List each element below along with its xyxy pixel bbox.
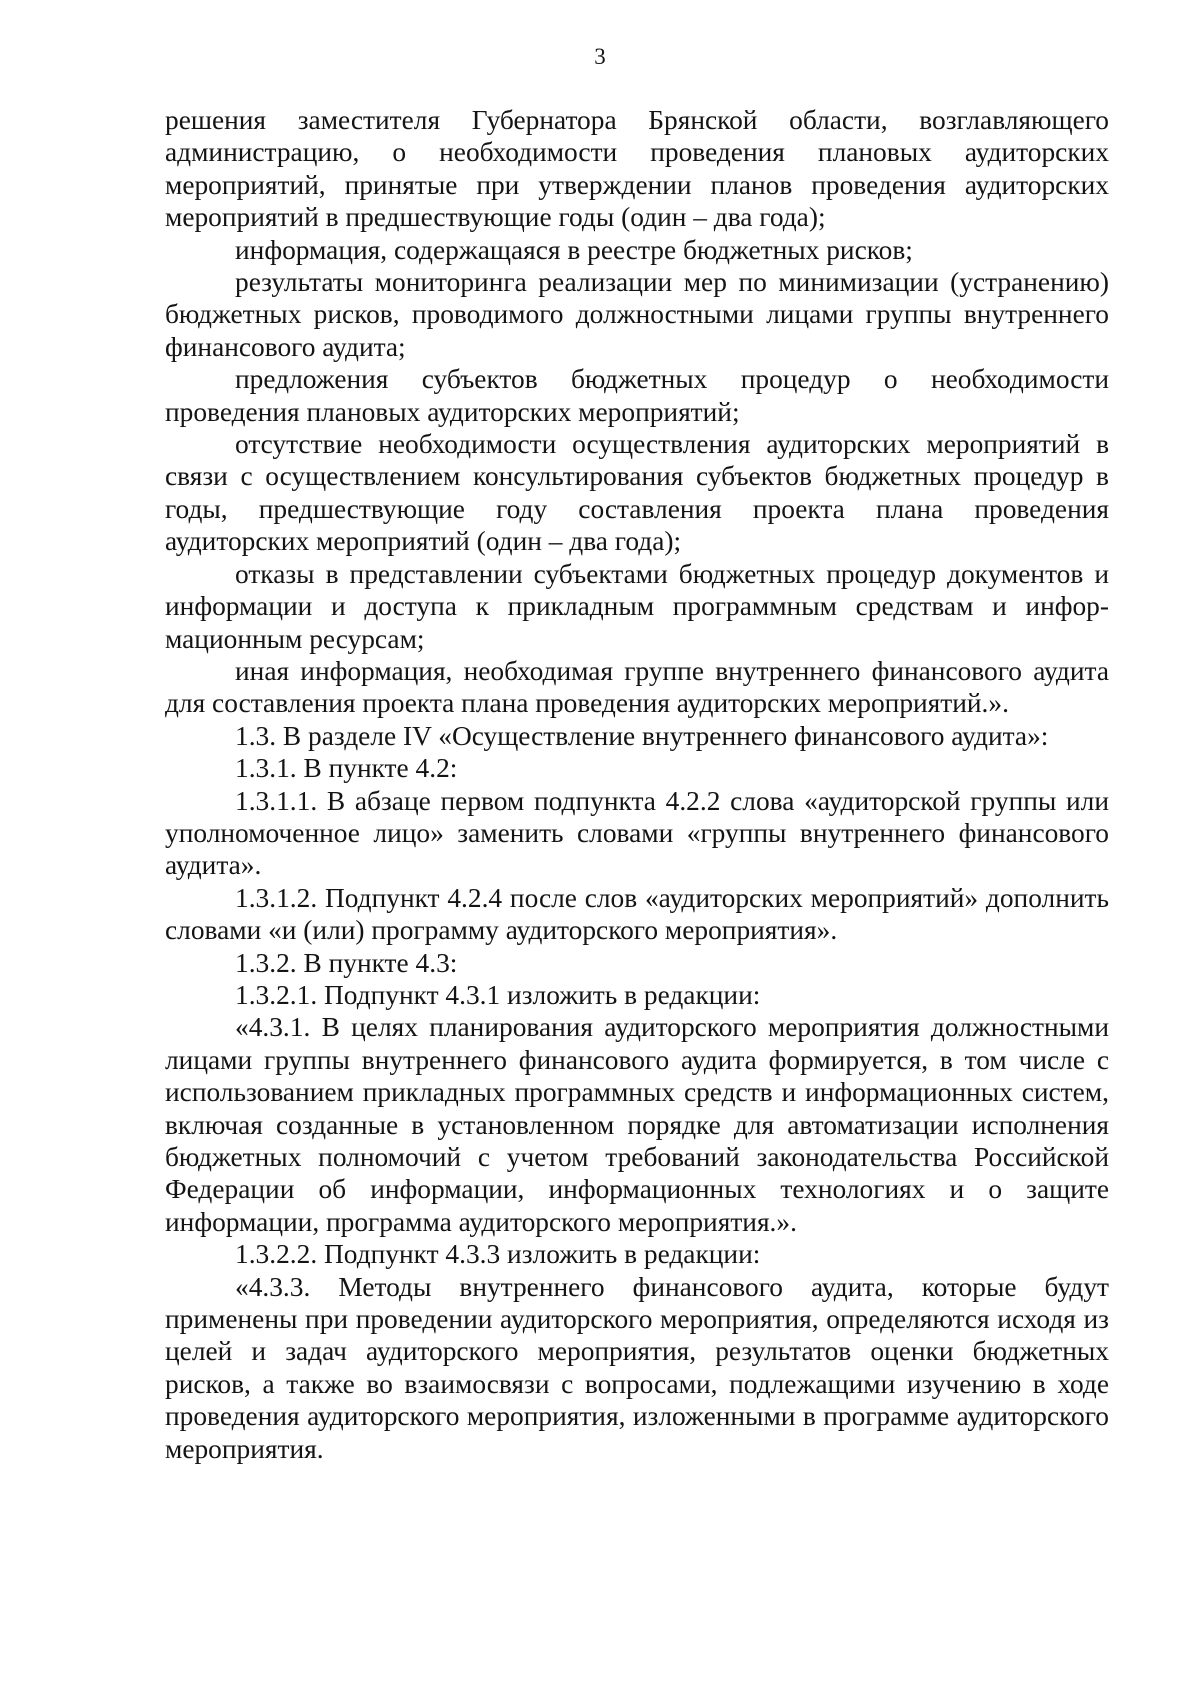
paragraph-monitoring-results: результаты мониторинга реализации мер по минимизации (устранению) бюджетных рисков, проводимого должностными лицами группы внутреннего финансового аудита; [165,267,1109,362]
paragraph-risk-registry-info: информация, содержащаяся в реестре бюджетных рисков; [235,234,913,265]
paragraph-1-3: 1.3. В разделе IV «Осуществление внутреннего финансового аудита»: [235,720,1049,751]
paragraph-1-3-2-1: 1.3.2.1. Подпункт 4.3.1 изложить в редакции: [235,979,761,1010]
page-number: 3 [594,44,606,69]
paragraph-refusals: отказы в представлении субъектами бюджетных процедур документов и информации и доступа к прикладным программным средствам и информационным ресурсам; [165,558,1109,654]
paragraph-4-3-3-text: «4.3.3. Методы внутреннего финансового аудита, которые будут применены при проведении аудиторского мероприятия, определяются исходя из целей и задач аудиторского мероприятия, результатов оценки бюджетных рисков, а также во взаимосвязи с вопросами, подлежащими изучению в ходе проведения аудиторского мероприятия, изложенными в программе аудиторского мероприятия. [165,1271,1109,1464]
paragraph-1-3-2: 1.3.2. В пункте 4.3: [235,947,458,978]
paragraph-1-3-1: 1.3.1. В пункте 4.2: [235,753,458,784]
document-body [165,104,1109,1465]
paragraph-other-information: иная информация, необходимая группе внутреннего финансового аудита для составления проекта плана проведения аудиторских мероприятий.». [165,655,1109,719]
paragraph-1-3-1-2: 1.3.1.2. Подпункт 4.2.4 после слов «аудиторских мероприятий» дополнить словами «и (или) программу аудиторского мероприятия». [165,882,1109,946]
paragraph-4-3-1-text: «4.3.1. В целях планирования аудиторского мероприятия должностными лицами группы внутреннего финансового аудита формируется, в том числе с использованием прикладных программных средств и информационных систем, включая созданные в установленном порядке для автоматизации исполнения бюджетных полномочий с учетом требований законодательства Российской Федерации об информации, информационных технологиях и о защите информации, программа аудиторского мероприятия.». [165,1012,1109,1237]
paragraph-1-3-2-2: 1.3.2.2. Подпункт 4.3.3 изложить в редакции: [235,1239,761,1270]
paragraph-proposals-of-subjects: предложения субъектов бюджетных процедур о необходимости проведения плановых аудиторских мероприятий; [165,364,1109,427]
paragraph-1-3-1-1: 1.3.1.1. В абзаце первом подпункта 4.2.2 слова «аудиторской группы или уполномоченное лицо» заменить словами «группы внутреннего финансового аудита». [165,785,1109,881]
paragraph-no-need-for-audit: отсутствие необходимости осуществления аудиторских мероприятий в связи с осуществлением консультирования субъектов бюджетных процедур в годы, предшествующие году составления проекта плана проведения аудиторских мероприятий (один – два года); [165,429,1109,557]
paragraph-decisions-deputy-governor: решения заместителя Губернатора Брянской области, возглавляющего администрацию, о необходимости проведения плановых аудиторских мероприятий, принятые при утверждении планов проведения аудиторских мероприятий в предшествующие годы (один – два года); [165,105,1109,233]
